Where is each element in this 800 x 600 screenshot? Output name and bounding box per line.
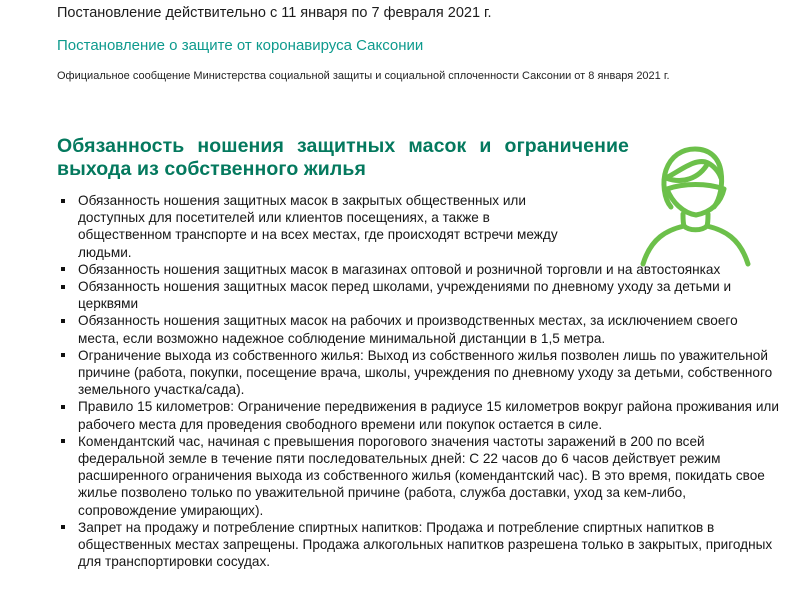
list-item: Обязанность ношения защитных масок в закрытых общественных или доступных для посетителей или клиентов посещениях, а также в общественном транспорте и на всех местах, где происходят встречи между людьми.: [78, 192, 780, 261]
rules-list: [57, 192, 780, 570]
list-item: Правило 15 километров: Ограничение передвижения в радиусе 15 километров вокруг района проживания или рабочего места для проведения свободного времени или покупок остается в силе.: [78, 399, 779, 432]
validity-text: Постановление действительно с 11 января по 7 февраля 2021 г.: [57, 5, 492, 21]
decree-link[interactable]: Постановление о защите от коронавируса Саксонии: [57, 37, 424, 54]
section-heading-line1: Обязанность ношения защитных масок и ограничение: [57, 135, 629, 157]
list-item: Обязанность ношения защитных масок перед школами, учреждениями по дневному уходу за детьми и церквями: [78, 278, 780, 312]
list-item: Ограничение выхода из собственного жилья: Выход из собственного жилья позволен лишь по уважительной причине (работа, покупки, посещение врача, школы, учреждения по дневному уходу за детьми, собственного земельного участка/сада).: [78, 347, 780, 399]
section-heading-line2: выхода из собственного жилья: [57, 157, 366, 180]
section-heading: [57, 135, 629, 180]
list-item: Комендантский час, начиная с превышения порогового значения частоты заражений в 200 по всей федеральной земле в течение пяти последовательных дней: С 22 часов до 6 часов действует режим расширенного ограничения выхода из собственного жилья (комендантский час). В это время, покидать свое жилье позволено только по уважительной причине (работа, служба доставки, уход за кем-либо, сопровождение умирающих).: [78, 433, 780, 519]
list-item: Обязанность ношения защитных масок в магазинах оптовой и розничной торговли и на автостоянках: [78, 261, 780, 278]
list-item: Обязанность ношения защитных масок на рабочих и производственных местах, за исключением своего места, если возможно надежное соблюдение минимальной дистанции в 1,5 метра.: [78, 312, 780, 346]
decree-link-row: [57, 37, 780, 55]
source-text: Официальное сообщение Министерства социальной защиты и социальной сплоченности Саксонии от 8 января 2021 г.: [57, 70, 670, 82]
list-item: Запрет на продажу и потребление спиртных напитков: Продажа и потребление спиртных напитков в общественных местах запрещены. Продажа алкогольных напитков разрешена только в закрытых, пригодных для транспортировки сосудах.: [78, 519, 780, 571]
